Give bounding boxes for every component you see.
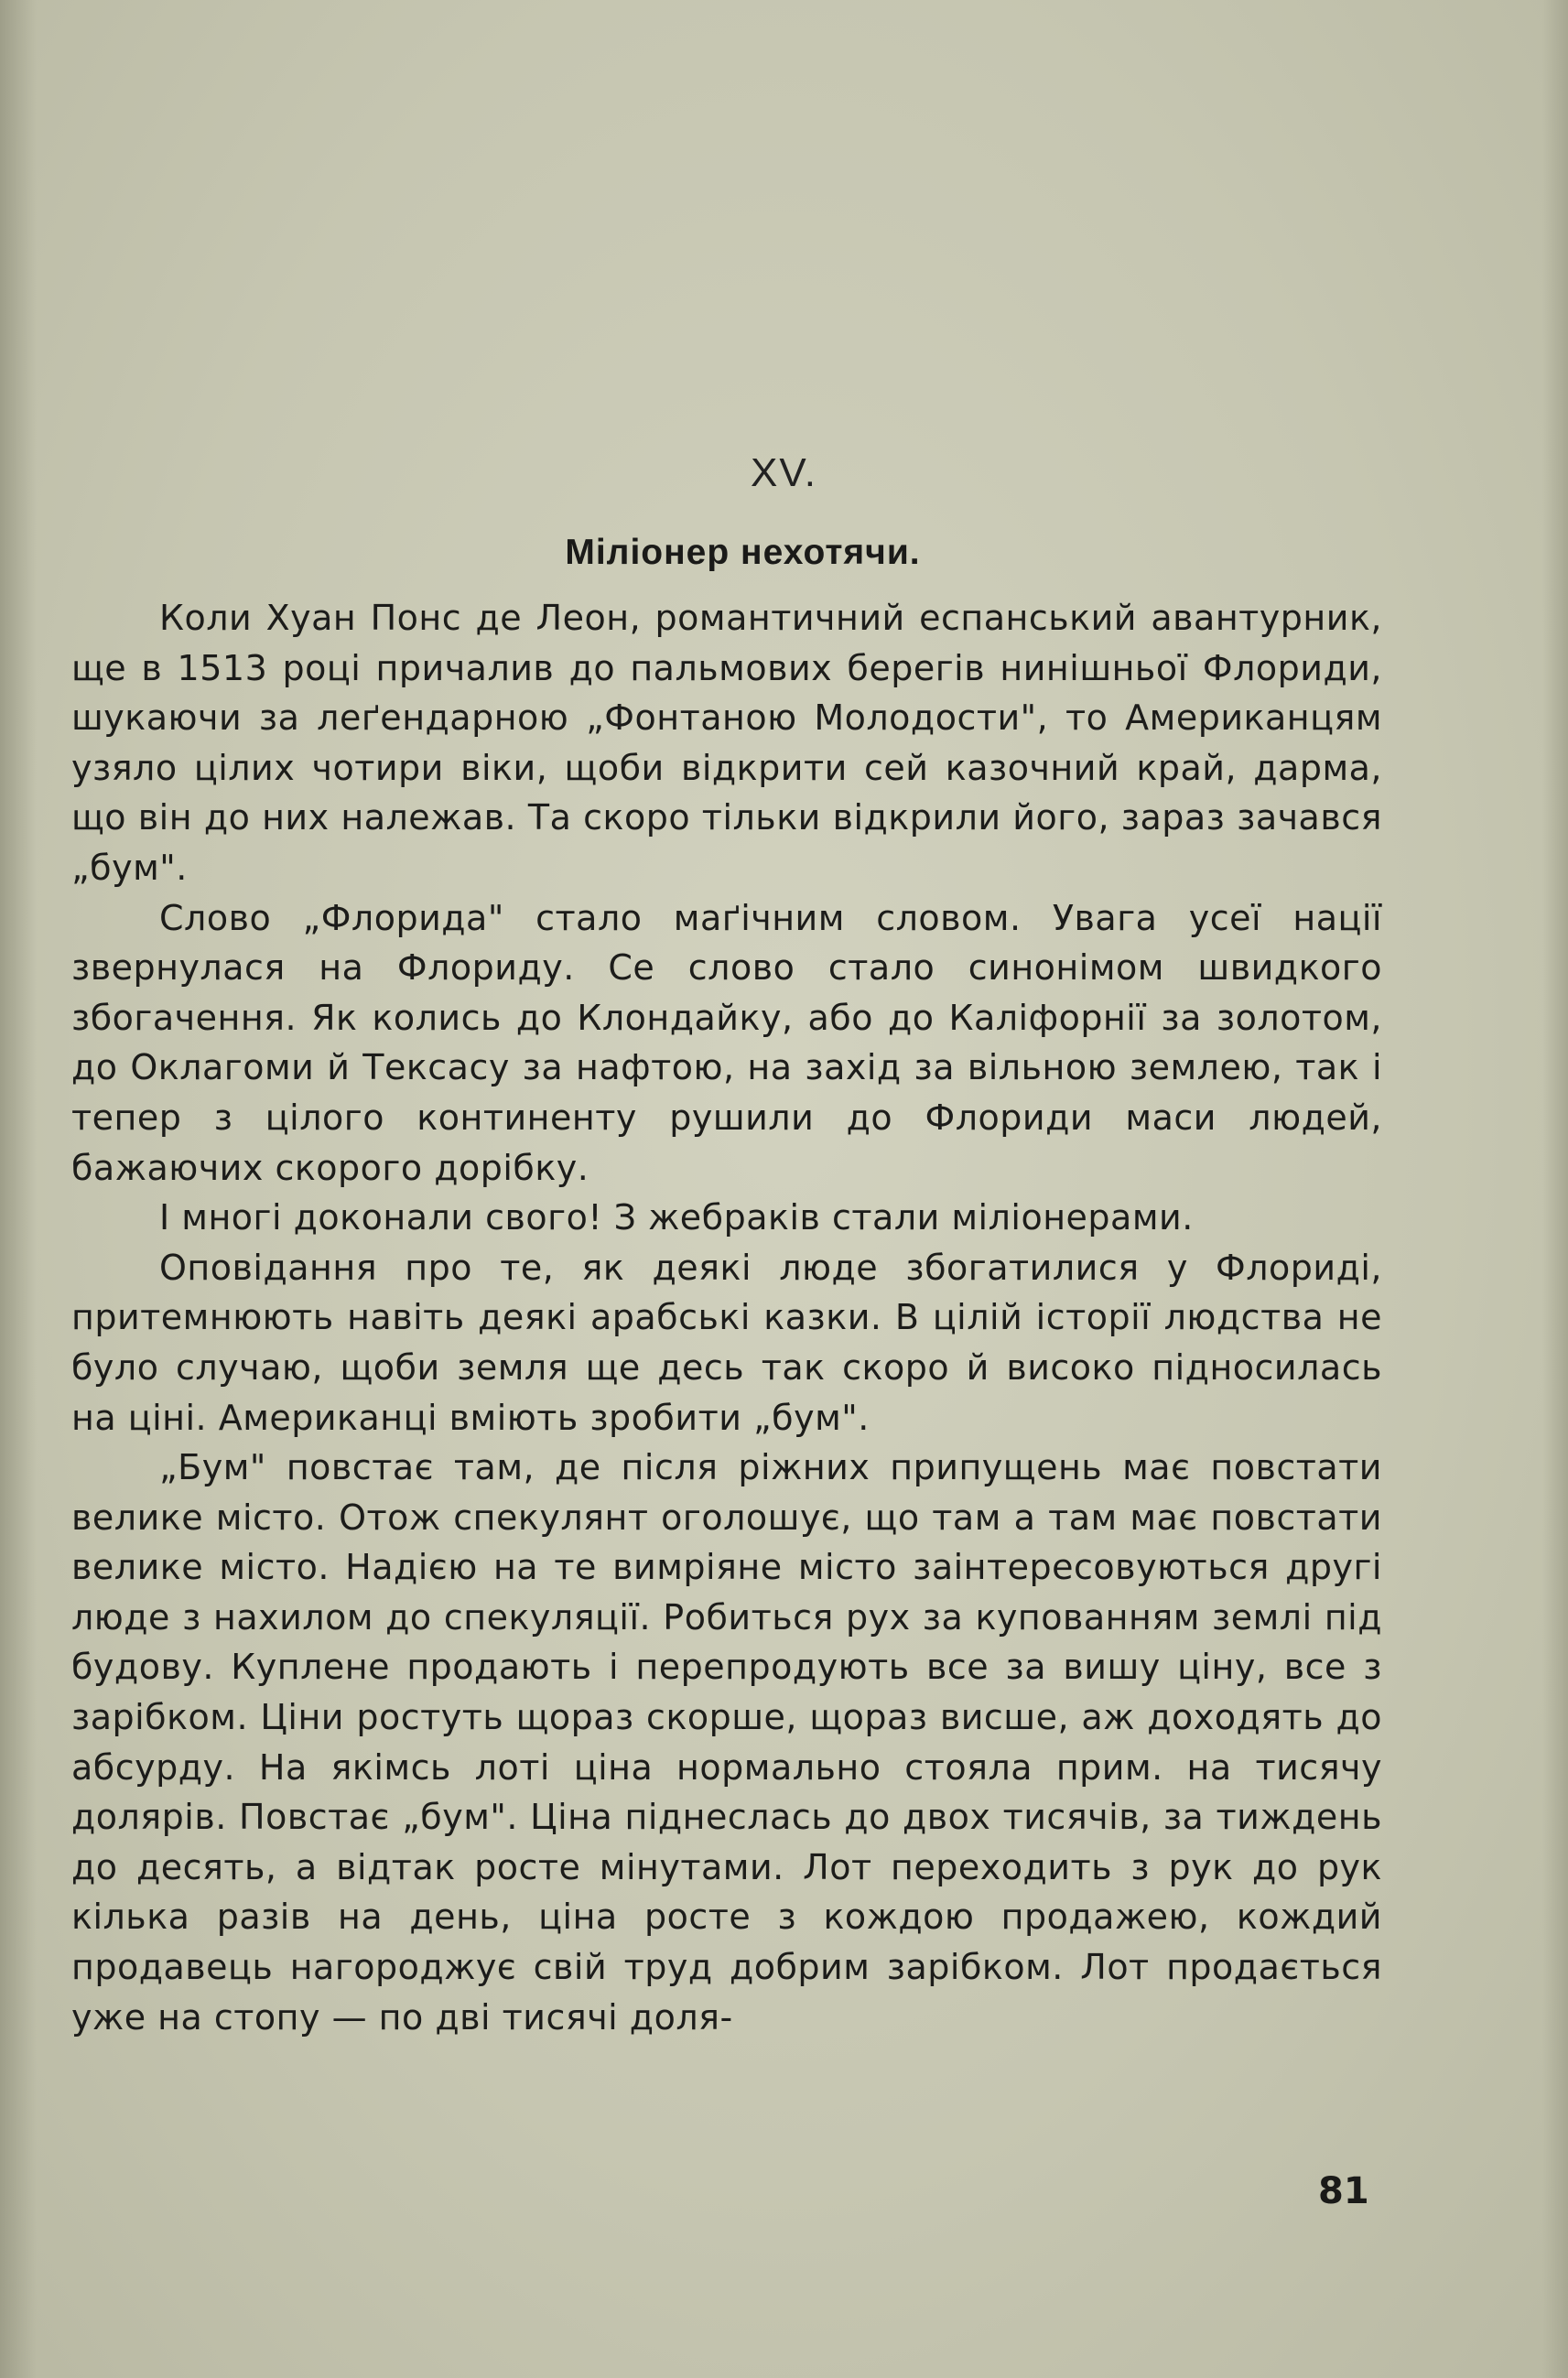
paragraph-1: Коли Хуан Понс де Леон, романтичний еспанський авантурник, ще в 1513 році причалив до пальмових берегів нинішньої Флориди, шукаючи за леґендарною „Фонтаною Молодости", то Американцям узяло цілих чотири віки, щоби відкрити сей казочний край, дарма, що він до них належав. Та скоро тільки відкрили його, зараз зачався „бум".	[71, 598, 1382, 888]
paragraph-4: Оповідання про те, як деякі люде збогатилися у Флориді, притемнюють навіть деякі арабські казки. В цілій історії людства не було случаю, щоби земля ще десь так скоро й високо підносилась на ціні. Американці вміють зробити „бум".	[71, 1247, 1382, 1438]
paragraph-5: „Бум" повстає там, де після ріжних припущень має повстати велике місто. Отож спекулянт оголошує, що там а там має повстати велике місто. Надією на те вимріяне місто заінтересовуються другі люде з нахилом до спекуляції. Робиться рух за купованням землі під будову. Куплене продають і перепродують все за вишу ціну, все з зарібком. Ціни ростуть щораз скорше, щораз висше, аж доходять до абсурду. На якімсь лоті ціна нормально стояла прим. на тисячу долярів. Повстає „бум". Ціна піднеслась до двох тисячів, за тиждень до десять, а відтак росте мінутами. Лот переходить з рук до рук кілька разів на день, ціна росте з кождою продажею, кождий продавець нагороджує свій труд добрим зарібком. Лот продається уже на стопу — по дві тисячі доля-	[71, 1447, 1382, 2038]
body-text	[71, 593, 1382, 2042]
page-edge-shadow-right	[1542, 0, 1568, 2378]
chapter-title: Міліонер нехотячи.	[565, 533, 921, 572]
page-number: 81	[1318, 2170, 1369, 2212]
paragraph-3: І многі доконали свого! З жебраків стали міліонерами.	[159, 1197, 1194, 1238]
paragraph-2: Слово „Флорида" стало маґічним словом. Увага усеї нації звернулася на Флориду. Се слово стало синонімом швидкого збогачення. Як колись до Клондайку, або до Каліфорнії за золотом, до Оклагоми й Тексасу за нафтою, на захід за вільною землею, так і тепер з цілого континенту рушили до Флориди маси людей, бажаючих скорого дорібку.	[71, 897, 1382, 1188]
chapter-number: XV.	[751, 450, 817, 495]
page-edge-shadow-left	[0, 0, 37, 2378]
